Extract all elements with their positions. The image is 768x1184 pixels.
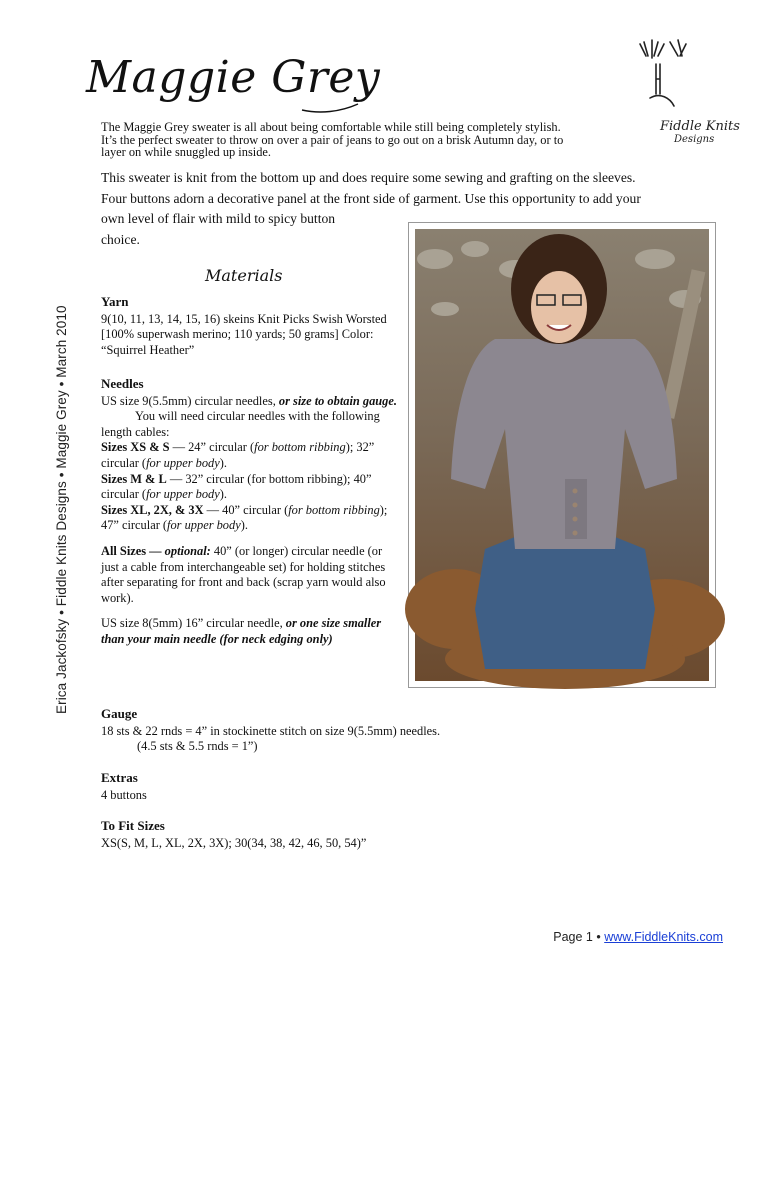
gauge-line2: (4.5 sts & 5.5 rnds = 1”)	[137, 739, 258, 754]
yarn-heading: Yarn	[101, 294, 129, 309]
needles-size-xl-3x: Sizes XL, 2X, & 3X — 40” circular (for bottom ribbing); 47” circular (for upper body).	[101, 502, 388, 533]
website-link[interactable]: www.FiddleKnits.com	[604, 930, 723, 944]
extras-heading: Extras	[101, 770, 138, 785]
description-line: choice.	[101, 231, 140, 247]
intro-paragraph	[101, 121, 631, 159]
needles-heading: Needles	[101, 376, 144, 391]
sidebar-credit	[54, 305, 76, 1184]
fit-sizes-section	[101, 818, 521, 851]
needles-cables-intro: You will need circular needles with the following length cables:	[101, 409, 380, 439]
logo-text-line2: Designs	[674, 134, 715, 145]
fiddle-knits-logo	[630, 34, 740, 146]
fiddle-logo-icon	[630, 34, 740, 146]
logo-text-line1: Fiddle Knits	[660, 119, 740, 134]
needles-us8: US size 8(5mm) 16” circular needle, or one size smaller than your main needle (for neck edging only)	[101, 616, 382, 646]
yarn-section	[101, 294, 401, 358]
sidebar-credit-text: Erica Jackofsky • Fiddle Knits Designs • Maggie Grey • March 2010	[54, 305, 69, 714]
intro-line: layer on while snuggled up inside.	[101, 145, 271, 160]
description-line: This sweater is knit from the bottom up and does require some sewing and grafting on the sleeves.	[101, 170, 636, 185]
description-line: Four buttons adorn a decorative panel at the front side of garment. Use this opportunity to add your	[101, 190, 641, 206]
intro-line: The Maggie Grey sweater is all about being comfortable while still being completely stylish.	[101, 120, 561, 134]
needles-section	[101, 376, 401, 648]
fit-sizes-heading: To Fit Sizes	[101, 818, 165, 833]
extras-section	[101, 770, 401, 803]
title-swash-decoration	[300, 100, 360, 114]
sweater-photo	[408, 222, 716, 688]
photo-image	[415, 229, 709, 681]
gauge-section	[101, 706, 521, 755]
needles-size-m-l: Sizes M & L — 32” circular (for bottom ribbing); 40” circular (for upper body).	[101, 471, 372, 502]
needles-main: US size 9(5.5mm) circular needles, or size to obtain gauge.	[101, 393, 397, 408]
yarn-text: 9(10, 11, 13, 14, 15, 16) skeins Knit Picks Swish Worsted [100% superwash merino; 110 yards; 50 grams] Color: “Squirrel Heather”	[101, 311, 387, 357]
page-number: Page 1 •	[553, 930, 605, 944]
gauge-heading: Gauge	[101, 706, 138, 721]
gauge-line1: 18 sts & 22 rnds = 4” in stockinette stitch on size 9(5.5mm) needles.	[101, 723, 441, 738]
needles-size-xs-s: Sizes XS & S — 24” circular (for bottom ribbing); 32” circular (for upper body).	[101, 440, 375, 470]
materials-heading: Materials	[205, 266, 283, 285]
extras-text: 4 buttons	[101, 787, 147, 802]
intro-line: It’s the perfect sweater to throw on over a pair of jeans to go out on a brisk Autumn day, or to	[101, 132, 564, 147]
description-line: own level of flair with mild to spicy button	[101, 211, 336, 226]
needles-all-sizes: All Sizes — optional: 40” (or longer) circular needle (or just a cable from interchangeable set) for holding stitches after separating for front and back (scrap yarn would also work).	[101, 543, 386, 605]
page-footer	[553, 930, 723, 944]
fit-sizes-text: XS(S, M, L, XL, 2X, 3X); 30(34, 38, 42, 46, 50, 54)”	[101, 835, 367, 850]
page-title: Maggie Grey	[86, 52, 381, 103]
